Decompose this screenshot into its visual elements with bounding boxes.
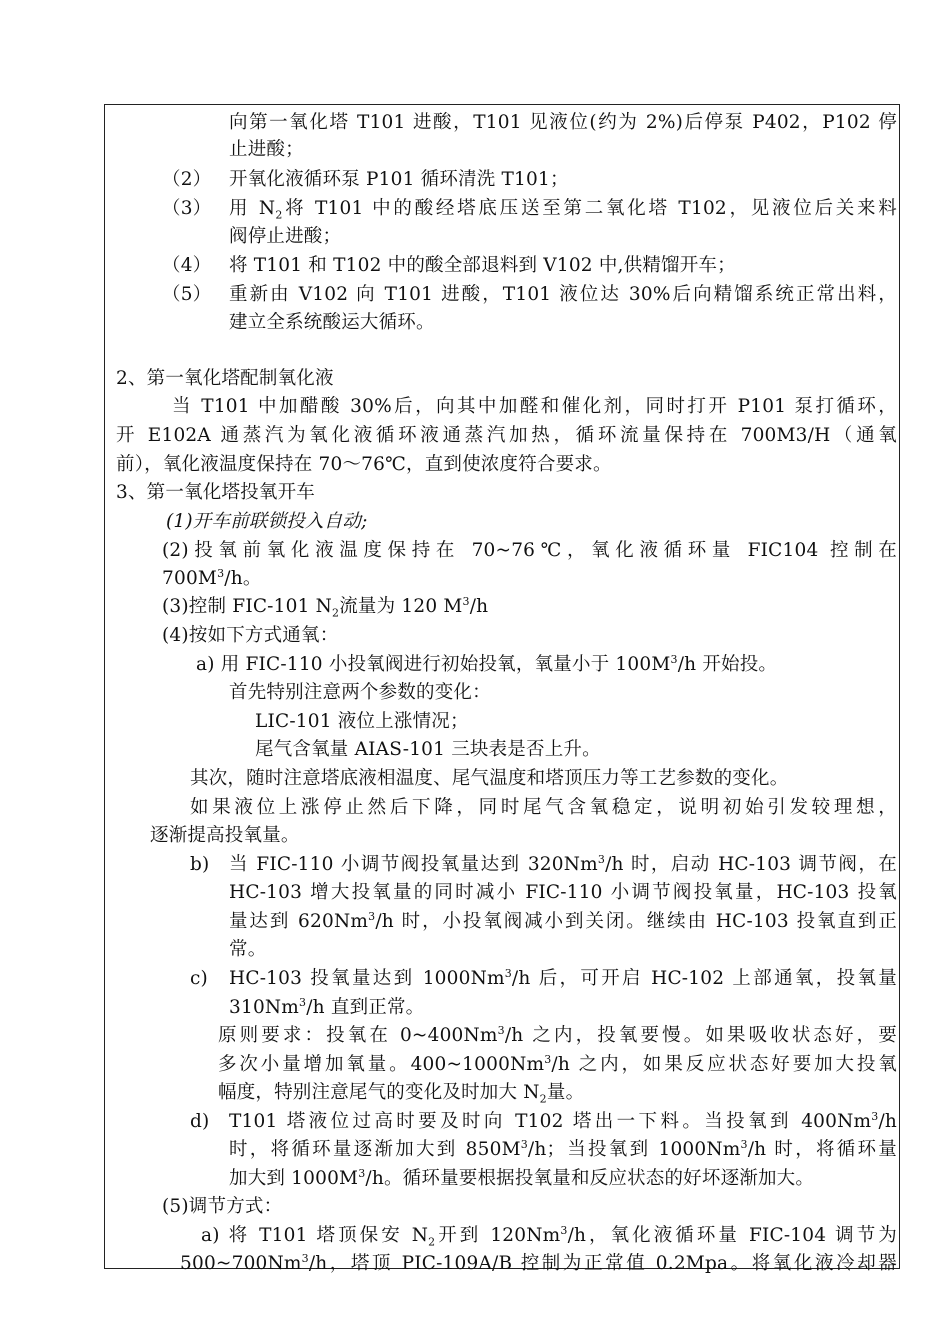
- text-line: (4)按如下方式通氧：: [162, 625, 339, 646]
- list-marker: （5）: [162, 284, 212, 305]
- text-line: (5)调节方式：: [162, 1196, 283, 1217]
- text-line: 开氧化液循环泵 P101 循环清洗 T101；: [229, 169, 569, 190]
- text-line: 当 T101 中加醋酸 30%后，向其中加醛和催化剂，同时打开 P101 泵打循环，: [172, 396, 897, 417]
- text-line: 时，将循环量逐渐加大到 $850M^3/h$；当投氧到 1000Nm$^3$/h 时，将循环量: [229, 1137, 897, 1160]
- text-line: LIC-101 液位上涨情况；: [255, 711, 469, 732]
- text-line: 幅度，特别注意尾气的变化及时加大 $N_2$量。: [218, 1082, 585, 1106]
- text-line: (2)投氧前氧化液温度保持在 70~76℃，氧化液循环量 FIC104 控制在: [162, 540, 897, 561]
- text-line: 多次小量增加氧量。400~1000Nm$^3$/h 之内，如果反应状态好要加大投氧: [218, 1052, 897, 1075]
- text-line: 前），氧化液温度保持在 70～76℃，直到使浓度符合要求。: [116, 454, 612, 475]
- text-line: 将 T101 和 T102 中的酸全部退料到 V102 中,供精馏开车；: [229, 255, 736, 276]
- text-line: 常。: [229, 939, 267, 960]
- text-line: 逐渐提高投氧量。: [150, 825, 300, 846]
- text-line: 尾气含氧量 AIAS-101 三块表是否上升。: [255, 739, 601, 760]
- text-line: 500~700Nm$^3$/h，塔顶 PIC-109A/B 控制为正常值 0.2Mpa。将氧化液冷却器: [180, 1251, 897, 1274]
- text-line: a) 将 T101 塔顶保安 $N_2$开到 120Nm$^3$/h，氧化液循环量 FIC-104 调节为: [201, 1223, 897, 1249]
- list-marker: （4）: [162, 255, 212, 276]
- text-line: T101 塔液位过高时要及时向 T102 塔出一下料。当投氧到 400Nm$^3$/h: [229, 1109, 897, 1132]
- list-marker: d): [190, 1111, 210, 1132]
- text-line: 首先特别注意两个参数的变化：: [229, 682, 491, 703]
- list-marker: （3）: [162, 198, 212, 219]
- text-line: 如果液位上涨停止然后下降，同时尾气含氧稳定，说明初始引发较理想，: [190, 797, 897, 818]
- list-marker: c): [190, 968, 208, 989]
- text-line: 向第一氧化塔 T101 进酸，T101 见液位(约为 2%)后停泵 P402，P102 停: [229, 112, 897, 133]
- text-line: (3)控制 FIC-101 $N_2$流量为 120 $M^3/h$: [162, 594, 489, 620]
- text-line: HC-103 投氧量达到 1000Nm$^3$/h 后，可开启 HC-102 上部通氧，投氧量: [229, 966, 897, 989]
- text-line: 建立全系统酸运大循环。: [229, 312, 435, 333]
- text-line: 量达到 620Nm$^3$/h 时，小投氧阀减小到关闭。继续由 HC-103 投氧直到正: [229, 909, 897, 932]
- list-marker: （2）: [162, 169, 212, 190]
- text-line: 重新由 V102 向 T101 进酸，T101 液位达 30%后向精馏系统正常出料，: [229, 284, 897, 305]
- section-heading: 2、第一氧化塔配制氧化液: [116, 368, 334, 389]
- text-line: 用 $N_2$将 T101 中的酸经塔底压送至第二氧化塔 T102，见液位后关来料: [229, 198, 898, 222]
- text-line: (1)开车前联锁投入自动;: [166, 511, 368, 532]
- text-line: 开 E102A 通蒸汽为氧化液循环液通蒸汽加热，循环流量保持在 700M3/H（通氧: [116, 425, 897, 446]
- text-line: HC-103 增大投氧量的同时减小 FIC-110 小调节阀投氧量，HC-103 投氧: [229, 882, 897, 903]
- text-line: 阀停止进酸；: [229, 226, 342, 247]
- text-line: 当 FIC-110 小调节阀投氧量达到 320Nm$^3$/h 时，启动 HC-103 调节阀，在: [229, 852, 898, 875]
- section-heading: 3、第一氧化塔投氧开车: [116, 482, 315, 503]
- text-line: 原则要求：投氧在 0~400Nm$^3$/h 之内，投氧要慢。如果吸收状态好，要: [218, 1023, 897, 1046]
- text-line: 其次，随时注意塔底液相温度、尾气温度和塔顶压力等工艺参数的变化。: [190, 768, 789, 789]
- list-marker: b): [190, 854, 210, 875]
- text-line: a) 用 FIC-110 小投氧阀进行初始投氧，氧量小于 $100M^3/h$ 开始投。: [196, 652, 778, 675]
- text-line: $700M^3/h$。: [162, 566, 262, 589]
- text-line: 止进酸；: [229, 139, 304, 160]
- text-line: 加大到 $1000M^3/h$。循环量要根据投氧量和反应状态的好坏逐渐加大。: [229, 1166, 815, 1189]
- text-line: 310Nm$^3$/h 直到正常。: [229, 995, 425, 1018]
